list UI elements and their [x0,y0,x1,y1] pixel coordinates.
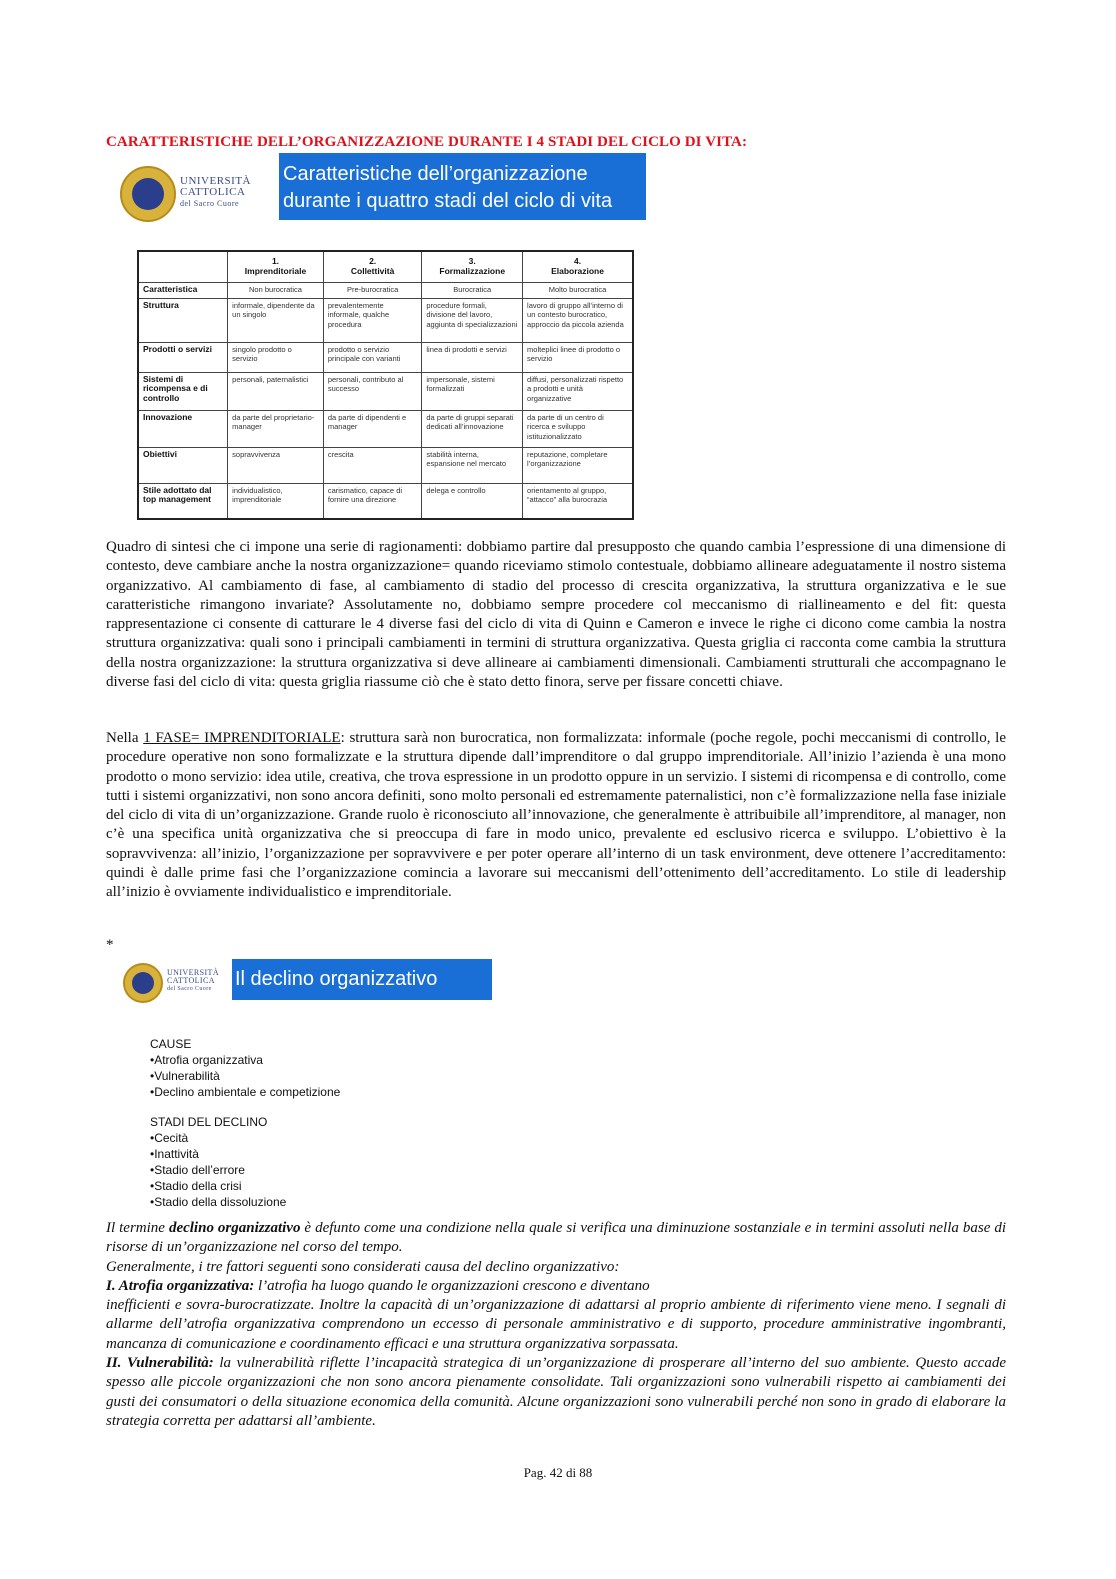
section-heading: CARATTERISTICHE DELL’ORGANIZZAZIONE DURANTE I 4 STADI DEL CICLO DI VITA: [106,134,748,150]
vulnerability-paragraph: II. Vulnerabilità: la vulnerabilità riflette l’incapacità strategica di un’organizzazione di prosperare all’interno del suo ambiente. Questo accade spesso alle piccole organizzazioni che non sono ancora pienamente consolidate. Tali organizzazioni sono vulnerabili rispetto ai cambiamenti dei gusti dei consumatori o della situazione economica della comunità. Alcune organizzazioni sono vulnerabili perché non sono in grado di elaborare la strategia corretta per adattarsi all’ambiente. [106,1355,1006,1429]
phase-text: : struttura sarà non burocratica, non formalizzata: informale (poche regole, pochi meccanismi di controllo, le procedure operative non sono formalizzate e la struttura dipende dall’imprenditore o dal gruppo imprenditoriale. All’inizio l’azienda è una mono prodotto o mono servizio: idea utile, creativa, che trova espressione in un prodotto oppure in un servizio. I sistemi di ricompensa e di controllo, come tutti i sistemi organizzativi, non sono ancora definiti, sono molto personali ed estremamente paternalistici, non c’è formalizzazione nella fase iniziale del ciclo di vita di un’organizzazione. Grande ruolo è riconosciuto all’innovazione, che generalmente è attribuibile all’imprenditore, al manager, non c’è una specifica unità organizzativa che si preoccupa di fare in modo unico, prevalente ed esclusivo ricerca e sviluppo. L’obiettivo è la sopravvivenza: all’inizio, l’organizzazione per sopravvivere e per poter operare all’interno di un task environment, deve ottenere l’accreditamento: quindi è dalle prime fasi che l’organizzazione comincia a lavorare sui meccanismi dell’ottenimento dell’accreditamento. Lo stile di leadership all’inizio è ovviamente individualistico e imprenditoriale. [106,730,1006,901]
asterisk: * [106,937,114,953]
slide-title-line: durante i quattro stadi del ciclo di vita [283,190,613,212]
list-item: •Stadio della dissoluzione [150,1195,287,1209]
table-cell: prevalentemente informale, qualche procedura [323,298,422,342]
table-header: 2. Collettività [323,251,422,282]
table-cell: da parte di dipendenti e manager [323,410,422,447]
table-row [138,372,633,410]
university-logo [120,166,260,224]
table-cell: da parte del proprietario-manager [228,410,324,447]
list-item: •Atrofia organizzativa [150,1053,263,1067]
table-row [138,483,633,519]
logo-line: CATTOLICA [167,976,215,985]
list-title: STADI DEL DECLINO [150,1115,268,1129]
row-header: Stile adottato dal top management [138,483,228,519]
causes-list [150,1036,340,1100]
page-number: Pag. 42 di 88 [523,1465,593,1480]
stages-list [150,1114,286,1210]
table-cell: individualistico, imprenditoriale [228,483,324,519]
row-header: Struttura [138,298,228,342]
table-cell: lavoro di gruppo all’interno di un contesto burocratico, approccio da piccola azienda [523,298,633,342]
slide-title-banner: Il declino organizzativo [232,959,492,1000]
row-header: Obiettivi [138,447,228,483]
university-seal-icon [123,963,163,1003]
table-header-row [138,251,633,282]
logo-line: CATTOLICA [180,186,246,198]
university-seal-icon [120,166,176,222]
decline-causes-intro: Generalmente, i tre fattori seguenti sono considerati causa del declino organizzativo: [106,1259,620,1275]
table-header: 1. Imprenditoriale [228,251,324,282]
list-title: CAUSE [150,1037,192,1051]
table-cell: Molto burocratica [523,282,633,298]
table-cell: procedure formali, divisione del lavoro, aggiunta di specializzazioni [422,298,523,342]
logo-line: UNIVERSITÀ [167,968,219,977]
list-item: •Cecità [150,1131,189,1145]
table-cell: molteplici linee di prodotto o servizio [523,342,633,372]
table-cell: carismatico, capace di fornire una direzione [323,483,422,519]
table-row [138,282,633,298]
phase-paragraph [106,729,1006,903]
list-item: •Stadio dell’errore [150,1163,245,1177]
table-cell: crescita [323,447,422,483]
decline-term: declino organizzativo [168,1220,301,1236]
slide-title-line: Caratteristiche dell’organizzazione [283,163,588,185]
row-header: Caratteristica [138,282,228,298]
list-item: •Declino ambientale e competizione [150,1085,341,1099]
atrofia-continued: inefficienti e sovra-burocratizzate. Inoltre la capacità di un’organizzazione di adattarsi al proprio ambiente di riferimento viene meno. I segnali di allarme dell’atrofia organizzativa comprendono un eccesso di personale amministrativo e di supporto, procedure amministrative ingombranti, mancanza di comunicazione e coordinamento efficaci e una struttura organizzativa sorpassata. [106,1297,1006,1352]
slide-title-banner [279,153,646,220]
university-logo [123,963,233,1003]
summary-paragraph: Quadro di sintesi che ci impone una serie di ragionamenti: dobbiamo partire dal presupposto che quando cambia l’espressione di una dimensione di contesto, deve cambiare anche la nostra organizzazione= quando riceviamo stimolo contestuale, dobbiamo allineare adeguatamente il nostro sistema organizzativo. Al cambiamento di fase, al cambiamento di stadio del processo di crescita organizzativa, la struttura organizzativa e le sue caratteristiche rimangono invariate? Assolutamente no, dobbiamo sempre procedere col meccanismo di riallineamento e del fit: questa rappresentazione ci consente di catturare le 4 diverse fasi del ciclo di vita di Quinn e Cameron e invece le righe ci dicono come cambia la nostra struttura organizzativa: quali sono i principali cambiamenti in termini di struttura organizzativa. Questa griglia ci racconta come cambia la struttura della nostra organizzazione: la struttura organizzativa si deve allineare ai cambiamenti dimensionali. Cambiamenti strutturali che accompagnano le diverse fasi del ciclo di vita: questa griglia riassume ciò che è stato detto finora, serve per fissare concetti chiave. [106,539,1006,691]
table-cell: stabilità interna, espansione nel mercato [422,447,523,483]
vulnerability-label: II. Vulnerabilità: [106,1355,214,1371]
atrofia-label: I. Atrofia organizzativa: [106,1278,255,1294]
table-cell: personali, paternalistici [228,372,324,410]
phase-label: 1 FASE= IMPRENDITORIALE [143,730,341,746]
table-header: 3. Formalizzazione [422,251,523,282]
table-cell: impersonale, sistemi formalizzati [422,372,523,410]
table-cell: da parte di gruppi separati dedicati all’innovazione [422,410,523,447]
table-cell: diffusi, personalizzati rispetto a prodotti e unità organizzative [523,372,633,410]
logo-text [180,176,251,209]
row-header: Sistemi di ricompensa e di controllo [138,372,228,410]
table-header: 4. Elaborazione [523,251,633,282]
table-cell: Non burocratica [228,282,324,298]
table-cell: personali, contributo al successo [323,372,422,410]
table-cell: singolo prodotto o servizio [228,342,324,372]
life-cycle-table [137,250,634,520]
table-cell: delega e controllo [422,483,523,519]
list-item: •Stadio della crisi [150,1179,242,1193]
table-cell: reputazione, completare l’organizzazione [523,447,633,483]
table-cell: linea di prodotti e servizi [422,342,523,372]
table-row [138,342,633,372]
logo-text [167,969,219,993]
table-row [138,298,633,342]
list-item: •Vulnerabilità [150,1069,220,1083]
table-cell: informale, dipendente da un singolo [228,298,324,342]
logo-line: del Sacro Cuore [167,986,212,992]
logo-line: del Sacro Cuore [180,199,240,208]
row-header: Innovazione [138,410,228,447]
atrofia-paragraph: I. Atrofia organizzativa: l’atrofia ha luogo quando le organizzazioni crescono e diventano [106,1278,650,1294]
table-cell: Burocratica [422,282,523,298]
table-row [138,447,633,483]
table-corner [138,251,228,282]
table-row [138,410,633,447]
row-header: Prodotti o servizi [138,342,228,372]
list-item: •Inattività [150,1147,199,1161]
table-cell: da parte di un centro di ricerca e sviluppo istituzionalizzato [523,410,633,447]
phase-intro: Nella [106,730,144,746]
table-cell: prodotto o servizio principale con varianti [323,342,422,372]
decline-definition: Il termine declino organizzativo è defunto come una condizione nella quale si verifica una diminuzione sostanziale e in termini assoluti nella base di risorse di un’organizzazione nel corso del tempo. [106,1220,1007,1256]
logo-line: UNIVERSITÀ [180,175,251,187]
table-cell: orientamento al gruppo, “attacco” alla burocrazia [523,483,633,519]
table-cell: Pre-burocratica [323,282,422,298]
table-cell: sopravvivenza [228,447,324,483]
